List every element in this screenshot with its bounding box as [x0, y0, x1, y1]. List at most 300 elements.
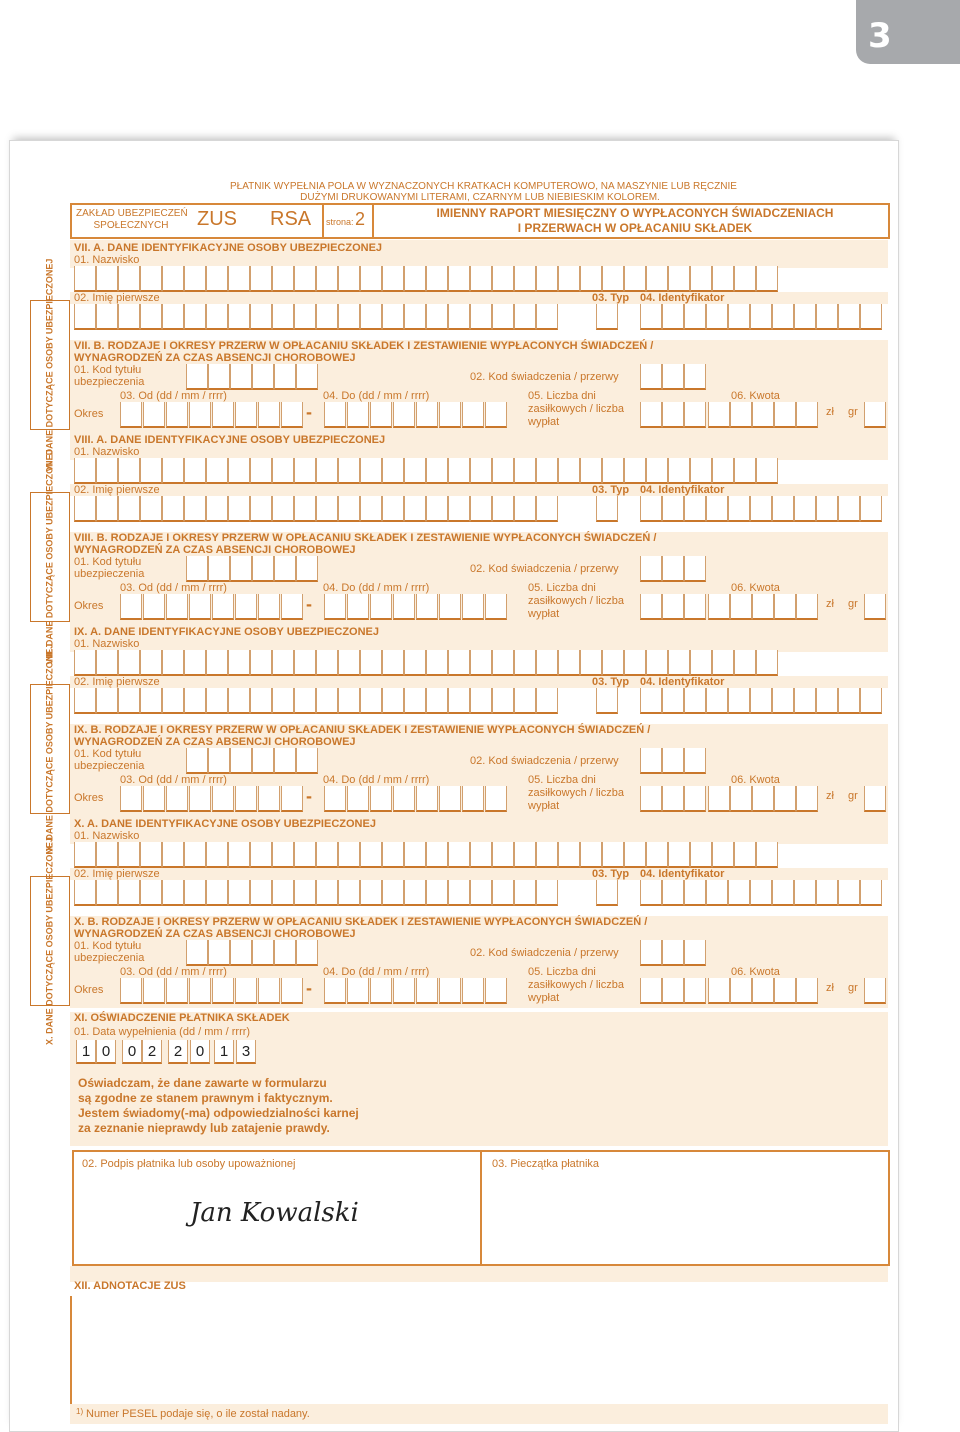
date-from-cell[interactable] — [212, 978, 234, 1004]
identifier-cell[interactable] — [640, 304, 662, 330]
title-code-cell[interactable] — [274, 556, 296, 582]
date-to-cell[interactable] — [347, 402, 369, 428]
date-to-cell[interactable] — [393, 594, 415, 620]
benefit-code-cell[interactable] — [640, 748, 662, 774]
date-to-cell[interactable] — [370, 978, 392, 1004]
surname-cell[interactable] — [250, 458, 272, 484]
date-from-cell[interactable] — [258, 786, 280, 812]
identifier-cell[interactable] — [860, 880, 882, 906]
amount-cell[interactable] — [708, 402, 730, 428]
surname-cell[interactable] — [492, 842, 514, 868]
identifier-cell[interactable] — [640, 688, 662, 714]
identifier-cell[interactable] — [684, 496, 706, 522]
amount-cell[interactable] — [752, 978, 774, 1004]
benefit-code-cell[interactable] — [640, 556, 662, 582]
first-name-cell[interactable] — [96, 496, 118, 522]
surname-cell[interactable] — [514, 842, 536, 868]
title-code-cell[interactable] — [274, 748, 296, 774]
amount-cell[interactable] — [796, 594, 818, 620]
benefit-code-cell[interactable] — [662, 364, 684, 390]
surname-cell[interactable] — [118, 650, 140, 676]
surname-cell[interactable] — [272, 458, 294, 484]
surname-cell[interactable] — [492, 650, 514, 676]
first-name-cell[interactable] — [228, 304, 250, 330]
date-from-cell[interactable] — [235, 594, 257, 620]
surname-cell[interactable] — [74, 458, 96, 484]
date-from-cell[interactable] — [166, 978, 188, 1004]
date-to-cell[interactable] — [324, 978, 346, 1004]
surname-cell[interactable] — [536, 458, 558, 484]
surname-cell[interactable] — [382, 650, 404, 676]
amount-cell[interactable] — [708, 594, 730, 620]
surname-cell[interactable] — [338, 266, 360, 292]
surname-cell[interactable] — [206, 266, 228, 292]
identifier-cell[interactable] — [838, 880, 860, 906]
days-cell[interactable] — [684, 402, 706, 428]
date-from-cell[interactable] — [235, 402, 257, 428]
surname-cell[interactable] — [646, 650, 668, 676]
date-to-cell[interactable] — [416, 978, 438, 1004]
surname-cell[interactable] — [228, 458, 250, 484]
first-name-cell[interactable] — [426, 688, 448, 714]
surname-cell[interactable] — [558, 842, 580, 868]
surname-cell[interactable] — [382, 842, 404, 868]
title-code-cell[interactable] — [274, 364, 296, 390]
surname-cell[interactable] — [624, 458, 646, 484]
surname-cell[interactable] — [250, 842, 272, 868]
identifier-cell[interactable] — [640, 496, 662, 522]
surname-cell[interactable] — [360, 458, 382, 484]
first-name-cell[interactable] — [470, 304, 492, 330]
surname-cell[interactable] — [734, 458, 756, 484]
surname-cell[interactable] — [536, 266, 558, 292]
identifier-cell[interactable] — [684, 880, 706, 906]
first-name-cell[interactable] — [338, 304, 360, 330]
date-from-cell[interactable] — [212, 402, 234, 428]
surname-cell[interactable] — [250, 650, 272, 676]
date-to-cell[interactable] — [416, 786, 438, 812]
first-name-cell[interactable] — [118, 880, 140, 906]
amount-gr-cell[interactable] — [864, 594, 886, 620]
first-name-cell[interactable] — [470, 688, 492, 714]
surname-cell[interactable] — [536, 842, 558, 868]
first-name-cell[interactable] — [162, 304, 184, 330]
surname-cell[interactable] — [448, 458, 470, 484]
first-name-cell[interactable] — [162, 496, 184, 522]
identifier-cell[interactable] — [794, 688, 816, 714]
first-name-cell[interactable] — [404, 496, 426, 522]
benefit-code-cell[interactable] — [640, 940, 662, 966]
identifier-cell[interactable] — [838, 496, 860, 522]
date-to-cell[interactable] — [439, 594, 461, 620]
benefit-code-cell[interactable] — [684, 556, 706, 582]
identifier-cell[interactable] — [728, 688, 750, 714]
surname-cell[interactable] — [514, 266, 536, 292]
surname-cell[interactable] — [756, 650, 778, 676]
date-from-cell[interactable] — [120, 402, 142, 428]
amount-cell[interactable] — [708, 786, 730, 812]
amount-cell[interactable] — [774, 786, 796, 812]
date-from-cell[interactable] — [143, 978, 165, 1004]
first-name-cell[interactable] — [228, 880, 250, 906]
date-to-cell[interactable] — [485, 594, 507, 620]
date-to-cell[interactable] — [416, 402, 438, 428]
identifier-cell[interactable] — [772, 688, 794, 714]
first-name-cell[interactable] — [316, 304, 338, 330]
surname-cell[interactable] — [580, 458, 602, 484]
first-name-cell[interactable] — [272, 304, 294, 330]
surname-cell[interactable] — [316, 266, 338, 292]
first-name-cell[interactable] — [184, 880, 206, 906]
identifier-cell[interactable] — [816, 496, 838, 522]
date-from-cell[interactable] — [281, 402, 303, 428]
surname-cell[interactable] — [184, 458, 206, 484]
type-cell[interactable] — [596, 304, 618, 330]
first-name-cell[interactable] — [316, 688, 338, 714]
title-code-cell[interactable] — [252, 940, 274, 966]
identifier-cell[interactable] — [816, 880, 838, 906]
date-to-cell[interactable] — [485, 402, 507, 428]
amount-cell[interactable] — [730, 594, 752, 620]
surname-cell[interactable] — [382, 458, 404, 484]
title-code-cell[interactable] — [296, 364, 318, 390]
identifier-cell[interactable] — [684, 304, 706, 330]
benefit-code-cell[interactable] — [684, 364, 706, 390]
first-name-cell[interactable] — [536, 880, 558, 906]
surname-cell[interactable] — [294, 266, 316, 292]
first-name-cell[interactable] — [404, 688, 426, 714]
surname-cell[interactable] — [624, 266, 646, 292]
amount-gr-cell[interactable] — [864, 978, 886, 1004]
date-from-cell[interactable] — [143, 594, 165, 620]
surname-cell[interactable] — [272, 650, 294, 676]
surname-cell[interactable] — [690, 650, 712, 676]
surname-cell[interactable] — [118, 842, 140, 868]
title-code-cell[interactable] — [296, 940, 318, 966]
date-from-cell[interactable] — [189, 978, 211, 1004]
days-cell[interactable] — [640, 594, 662, 620]
first-name-cell[interactable] — [404, 304, 426, 330]
surname-cell[interactable] — [140, 266, 162, 292]
surname-cell[interactable] — [426, 458, 448, 484]
first-name-cell[interactable] — [338, 496, 360, 522]
date-to-cell[interactable] — [439, 402, 461, 428]
identifier-cell[interactable] — [772, 496, 794, 522]
surname-cell[interactable] — [470, 842, 492, 868]
identifier-cell[interactable] — [750, 304, 772, 330]
surname-cell[interactable] — [712, 266, 734, 292]
surname-cell[interactable] — [492, 458, 514, 484]
first-name-cell[interactable] — [492, 880, 514, 906]
first-name-cell[interactable] — [206, 304, 228, 330]
benefit-code-cell[interactable] — [662, 748, 684, 774]
type-cell[interactable] — [596, 880, 618, 906]
surname-cell[interactable] — [580, 842, 602, 868]
surname-cell[interactable] — [602, 458, 624, 484]
identifier-cell[interactable] — [772, 880, 794, 906]
first-name-cell[interactable] — [382, 496, 404, 522]
date-to-cell[interactable] — [393, 978, 415, 1004]
days-cell[interactable] — [662, 594, 684, 620]
surname-cell[interactable] — [338, 458, 360, 484]
benefit-code-cell[interactable] — [662, 556, 684, 582]
surname-cell[interactable] — [602, 266, 624, 292]
first-name-cell[interactable] — [382, 880, 404, 906]
title-code-cell[interactable] — [230, 556, 252, 582]
first-name-cell[interactable] — [250, 880, 272, 906]
first-name-cell[interactable] — [184, 496, 206, 522]
surname-cell[interactable] — [580, 266, 602, 292]
date-from-cell[interactable] — [281, 786, 303, 812]
date-to-cell[interactable] — [462, 978, 484, 1004]
surname-cell[interactable] — [734, 650, 756, 676]
date-from-cell[interactable] — [235, 786, 257, 812]
surname-cell[interactable] — [756, 842, 778, 868]
identifier-cell[interactable] — [794, 880, 816, 906]
type-cell[interactable] — [596, 496, 618, 522]
first-name-cell[interactable] — [206, 496, 228, 522]
first-name-cell[interactable] — [96, 688, 118, 714]
first-name-cell[interactable] — [294, 880, 316, 906]
type-cell[interactable] — [596, 688, 618, 714]
first-name-cell[interactable] — [316, 496, 338, 522]
surname-cell[interactable] — [184, 266, 206, 292]
amount-cell[interactable] — [752, 402, 774, 428]
surname-cell[interactable] — [206, 458, 228, 484]
first-name-cell[interactable] — [74, 496, 96, 522]
first-name-cell[interactable] — [118, 304, 140, 330]
first-name-cell[interactable] — [426, 880, 448, 906]
first-name-cell[interactable] — [294, 496, 316, 522]
surname-cell[interactable] — [272, 842, 294, 868]
title-code-cell[interactable] — [252, 556, 274, 582]
surname-cell[interactable] — [140, 458, 162, 484]
date-to-cell[interactable] — [485, 978, 507, 1004]
first-name-cell[interactable] — [448, 496, 470, 522]
first-name-cell[interactable] — [74, 880, 96, 906]
surname-cell[interactable] — [426, 266, 448, 292]
amount-cell[interactable] — [752, 786, 774, 812]
surname-cell[interactable] — [184, 650, 206, 676]
first-name-cell[interactable] — [294, 304, 316, 330]
identifier-cell[interactable] — [816, 688, 838, 714]
first-name-cell[interactable] — [184, 304, 206, 330]
surname-cell[interactable] — [690, 458, 712, 484]
surname-cell[interactable] — [756, 458, 778, 484]
first-name-cell[interactable] — [140, 880, 162, 906]
first-name-cell[interactable] — [492, 304, 514, 330]
surname-cell[interactable] — [514, 458, 536, 484]
date-to-cell[interactable] — [416, 594, 438, 620]
date-to-cell[interactable] — [347, 786, 369, 812]
surname-cell[interactable] — [536, 650, 558, 676]
first-name-cell[interactable] — [360, 688, 382, 714]
first-name-cell[interactable] — [338, 688, 360, 714]
surname-cell[interactable] — [74, 842, 96, 868]
surname-cell[interactable] — [470, 458, 492, 484]
identifier-cell[interactable] — [684, 688, 706, 714]
title-code-cell[interactable] — [186, 364, 208, 390]
surname-cell[interactable] — [558, 266, 580, 292]
surname-cell[interactable] — [250, 266, 272, 292]
first-name-cell[interactable] — [140, 496, 162, 522]
title-code-cell[interactable] — [208, 364, 230, 390]
surname-cell[interactable] — [74, 650, 96, 676]
benefit-code-cell[interactable] — [640, 364, 662, 390]
surname-cell[interactable] — [294, 650, 316, 676]
first-name-cell[interactable] — [514, 880, 536, 906]
date-from-cell[interactable] — [143, 786, 165, 812]
first-name-cell[interactable] — [382, 304, 404, 330]
surname-cell[interactable] — [602, 842, 624, 868]
first-name-cell[interactable] — [360, 304, 382, 330]
identifier-cell[interactable] — [794, 496, 816, 522]
surname-cell[interactable] — [228, 266, 250, 292]
title-code-cell[interactable] — [208, 748, 230, 774]
first-name-cell[interactable] — [492, 496, 514, 522]
title-code-cell[interactable] — [274, 940, 296, 966]
amount-cell[interactable] — [796, 978, 818, 1004]
identifier-cell[interactable] — [706, 304, 728, 330]
surname-cell[interactable] — [734, 266, 756, 292]
identifier-cell[interactable] — [662, 688, 684, 714]
title-code-cell[interactable] — [208, 556, 230, 582]
surname-cell[interactable] — [96, 842, 118, 868]
first-name-cell[interactable] — [426, 304, 448, 330]
surname-cell[interactable] — [294, 842, 316, 868]
surname-cell[interactable] — [404, 266, 426, 292]
identifier-cell[interactable] — [860, 304, 882, 330]
surname-cell[interactable] — [404, 842, 426, 868]
date-to-cell[interactable] — [370, 786, 392, 812]
surname-cell[interactable] — [206, 650, 228, 676]
identifier-cell[interactable] — [838, 688, 860, 714]
date-to-cell[interactable] — [393, 786, 415, 812]
first-name-cell[interactable] — [118, 496, 140, 522]
surname-cell[interactable] — [294, 458, 316, 484]
surname-cell[interactable] — [338, 842, 360, 868]
benefit-code-cell[interactable] — [662, 940, 684, 966]
identifier-cell[interactable] — [838, 304, 860, 330]
surname-cell[interactable] — [492, 266, 514, 292]
surname-cell[interactable] — [206, 842, 228, 868]
date-from-cell[interactable] — [120, 978, 142, 1004]
surname-cell[interactable] — [668, 650, 690, 676]
days-cell[interactable] — [662, 402, 684, 428]
surname-cell[interactable] — [558, 650, 580, 676]
first-name-cell[interactable] — [536, 304, 558, 330]
first-name-cell[interactable] — [338, 880, 360, 906]
surname-cell[interactable] — [316, 842, 338, 868]
days-cell[interactable] — [684, 786, 706, 812]
title-code-cell[interactable] — [186, 748, 208, 774]
first-name-cell[interactable] — [470, 496, 492, 522]
identifier-cell[interactable] — [728, 880, 750, 906]
identifier-cell[interactable] — [640, 880, 662, 906]
date-to-cell[interactable] — [324, 594, 346, 620]
first-name-cell[interactable] — [228, 496, 250, 522]
surname-cell[interactable] — [646, 266, 668, 292]
surname-cell[interactable] — [426, 842, 448, 868]
date-to-cell[interactable] — [462, 402, 484, 428]
surname-cell[interactable] — [624, 650, 646, 676]
surname-cell[interactable] — [140, 842, 162, 868]
title-code-cell[interactable] — [208, 940, 230, 966]
surname-cell[interactable] — [228, 650, 250, 676]
title-code-cell[interactable] — [252, 748, 274, 774]
surname-cell[interactable] — [646, 842, 668, 868]
date-to-cell[interactable] — [347, 978, 369, 1004]
amount-gr-cell[interactable] — [864, 402, 886, 428]
date-to-cell[interactable] — [324, 786, 346, 812]
amount-cell[interactable] — [796, 786, 818, 812]
first-name-cell[interactable] — [184, 688, 206, 714]
title-code-cell[interactable] — [186, 940, 208, 966]
date-to-cell[interactable] — [370, 402, 392, 428]
surname-cell[interactable] — [184, 842, 206, 868]
first-name-cell[interactable] — [536, 688, 558, 714]
amount-cell[interactable] — [774, 402, 796, 428]
date-from-cell[interactable] — [212, 594, 234, 620]
title-code-cell[interactable] — [230, 940, 252, 966]
date-to-cell[interactable] — [462, 594, 484, 620]
surname-cell[interactable] — [690, 842, 712, 868]
date-from-cell[interactable] — [258, 594, 280, 620]
date-to-cell[interactable] — [347, 594, 369, 620]
surname-cell[interactable] — [580, 650, 602, 676]
first-name-cell[interactable] — [536, 496, 558, 522]
benefit-code-cell[interactable] — [684, 940, 706, 966]
date-from-cell[interactable] — [258, 978, 280, 1004]
surname-cell[interactable] — [96, 458, 118, 484]
identifier-cell[interactable] — [728, 304, 750, 330]
amount-cell[interactable] — [774, 978, 796, 1004]
identifier-cell[interactable] — [860, 496, 882, 522]
date-to-cell[interactable] — [439, 786, 461, 812]
days-cell[interactable] — [640, 786, 662, 812]
surname-cell[interactable] — [448, 650, 470, 676]
first-name-cell[interactable] — [228, 688, 250, 714]
amount-cell[interactable] — [730, 786, 752, 812]
surname-cell[interactable] — [316, 650, 338, 676]
surname-cell[interactable] — [96, 266, 118, 292]
first-name-cell[interactable] — [250, 496, 272, 522]
date-from-cell[interactable] — [120, 786, 142, 812]
first-name-cell[interactable] — [426, 496, 448, 522]
identifier-cell[interactable] — [816, 304, 838, 330]
surname-cell[interactable] — [448, 266, 470, 292]
first-name-cell[interactable] — [514, 496, 536, 522]
first-name-cell[interactable] — [470, 880, 492, 906]
first-name-cell[interactable] — [162, 688, 184, 714]
identifier-cell[interactable] — [772, 304, 794, 330]
date-from-cell[interactable] — [143, 402, 165, 428]
surname-cell[interactable] — [360, 650, 382, 676]
days-cell[interactable] — [640, 978, 662, 1004]
identifier-cell[interactable] — [706, 688, 728, 714]
first-name-cell[interactable] — [206, 880, 228, 906]
date-from-cell[interactable] — [281, 594, 303, 620]
surname-cell[interactable] — [712, 650, 734, 676]
date-from-cell[interactable] — [120, 594, 142, 620]
date-from-cell[interactable] — [189, 594, 211, 620]
identifier-cell[interactable] — [662, 880, 684, 906]
first-name-cell[interactable] — [360, 496, 382, 522]
surname-cell[interactable] — [338, 650, 360, 676]
surname-cell[interactable] — [140, 650, 162, 676]
amount-cell[interactable] — [730, 978, 752, 1004]
first-name-cell[interactable] — [448, 880, 470, 906]
